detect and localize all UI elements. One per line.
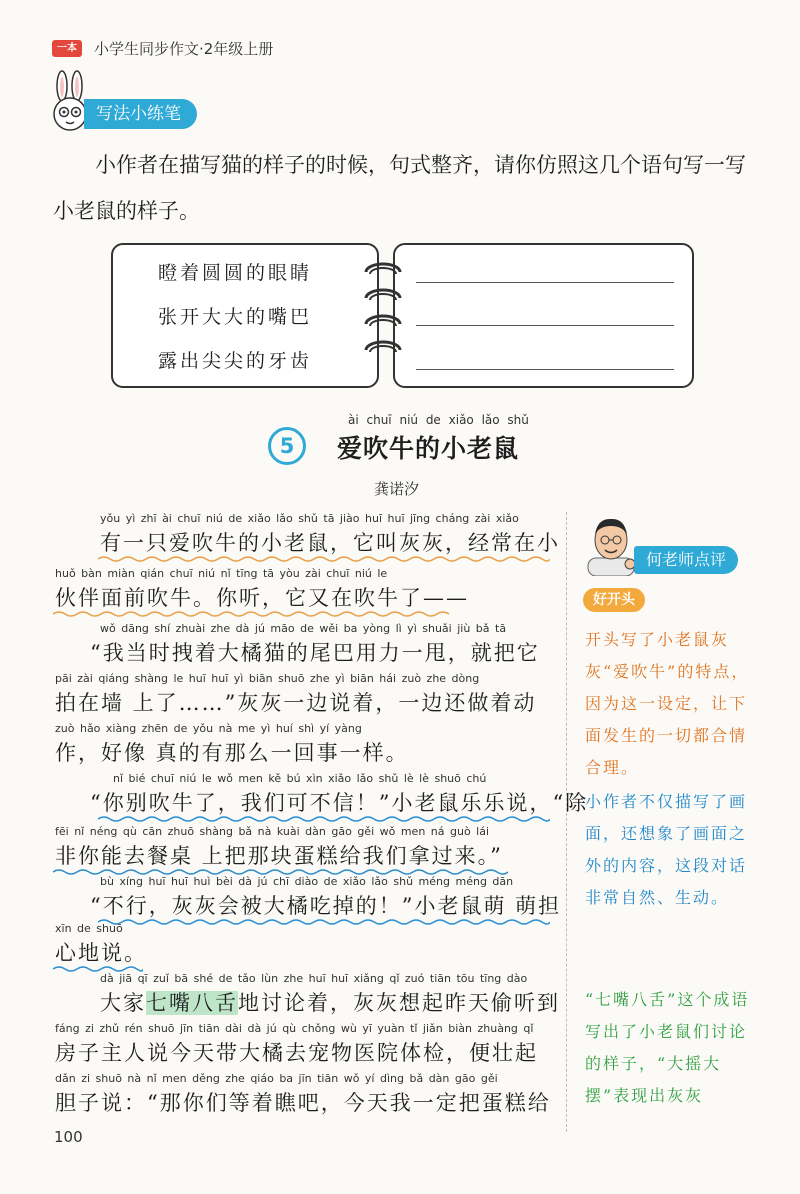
practice-section-label: 写法小练笔 xyxy=(84,99,197,129)
teacher-review-label: 何老师点评 xyxy=(634,546,738,574)
teacher-avatar-icon xyxy=(584,514,638,576)
wavy-underline xyxy=(53,610,453,618)
notebook-ring-icon xyxy=(362,288,404,308)
story-line xyxy=(100,987,560,1017)
story-line: 非你能去餐桌 上把那块蛋糕给我们拿过来。” xyxy=(55,844,503,868)
text-segment: 地讨论着，灰灰想起昨天偷听到 xyxy=(238,991,560,1015)
title-pinyin: ài chuī niú de xiǎo lǎo shǔ xyxy=(348,413,529,427)
good-opening-badge: 好开头 xyxy=(583,588,645,612)
story-number: 5 xyxy=(268,427,306,465)
wavy-underline xyxy=(98,815,550,823)
model-sentence: 瞪着圆圆的眼睛 xyxy=(158,262,313,284)
model-sentence: 张开大大的嘴巴 xyxy=(158,306,313,328)
text-segment: 大家 xyxy=(100,991,146,1015)
pinyin-line: yǒu yì zhī ài chuī niú de xiǎo lǎo shǔ tā jiào huī huī jīng cháng zài xiǎo xyxy=(100,512,519,525)
pinyin-line: fáng zi zhǔ rén shuō jīn tiān dài dà jú qù chǒng wù yī yuàn tǐ jiǎn biàn zhuàng qǐ xyxy=(55,1022,534,1035)
story-line: 有一只爱吹牛的小老鼠，它叫灰灰，经常在小 xyxy=(100,531,560,555)
pinyin-line: pāi zài qiáng shàng le huī huī yì biān shuō zhe yì biān hái zuò zhe dòng xyxy=(55,672,480,685)
series-badge: 一本 xyxy=(52,40,82,57)
notebook-right-page xyxy=(393,243,694,388)
pinyin-line: wǒ dāng shí zhuài zhe dà jú māo de wěi ba yòng lì yì shuǎi jiù bǎ tā xyxy=(100,622,507,635)
story-title: 爱吹牛的小老鼠 xyxy=(337,434,520,463)
model-sentence: 露出尖尖的牙齿 xyxy=(158,350,313,372)
highlighted-idiom: 七嘴八舌 xyxy=(146,991,238,1015)
book-title: 小学生同步作文·2年级上册 xyxy=(94,40,274,58)
notebook-ring-icon xyxy=(362,262,404,282)
story-line: 心地说。 xyxy=(55,941,147,965)
author-name: 龚诺汐 xyxy=(374,480,420,498)
pinyin-line: nǐ bié chuī niú le wǒ men kě bú xìn xiǎo lǎo shǔ lè lè shuō chú xyxy=(113,772,487,785)
pinyin-line: dà jiā qī zuǐ bā shé de tǎo lùn zhe huī huī xiǎng qǐ zuó tiān tōu tīng dào xyxy=(100,972,528,985)
story-line: “我当时拽着大橘猫的尾巴用力一甩，就把它 xyxy=(90,641,540,665)
pinyin-line: fēi nǐ néng qù cān zhuō shàng bǎ nà kuài dàn gāo gěi wǒ men ná guò lái xyxy=(55,825,490,838)
story-line: 房子主人说今天带大橘去宠物医院体检，便壮起 xyxy=(55,1041,538,1065)
story-line: 胆子说：“那你们等着瞧吧，今天我一定把蛋糕给 xyxy=(55,1091,551,1115)
story-line: 拍在墙 上了……”灰灰一边说着，一边还做着动 xyxy=(55,691,537,715)
notebook-ring-icon xyxy=(362,314,404,334)
comment-opening: 开头写了小老鼠灰灰“爱吹牛”的特点，因为这一设定，让下面发生的一切都合情合理。 xyxy=(585,630,750,777)
pinyin-line: dǎn zi shuō nà nǐ men děng zhe qiáo ba jīn tiān wǒ yí dìng bǎ dàn gāo gěi xyxy=(55,1072,498,1085)
pinyin-line: zuò hǎo xiàng zhēn de yǒu nà me yì huí shì yí yàng xyxy=(55,722,362,735)
pinyin-line: bù xíng huī huī huì bèi dà jú chī diào de xiǎo lǎo shǔ méng méng dān xyxy=(100,875,514,888)
story-line: “不行，灰灰会被大橘吃掉的！”小老鼠萌 萌担 xyxy=(90,894,562,918)
wavy-underline xyxy=(98,918,550,926)
page-number: 100 xyxy=(54,1128,83,1146)
wavy-underline xyxy=(98,555,550,563)
story-line: 作，好像 真的有那么一回事一样。 xyxy=(55,741,409,765)
story-line: 伙伴面前吹牛。你听，它又在吹牛了—— xyxy=(55,586,469,610)
writing-line[interactable] xyxy=(416,369,674,370)
writing-line[interactable] xyxy=(416,325,674,326)
writing-line[interactable] xyxy=(416,282,674,283)
story-line: “你别吹牛了，我们可不信！”小老鼠乐乐说，“除 xyxy=(90,791,589,815)
notebook-ring-icon xyxy=(362,340,404,360)
comment-dialogue: 小作者不仅描写了画面，还想象了画面之外的内容，这段对话非常自然、生动。 xyxy=(585,792,748,907)
comment-idiom: “七嘴八舌”这个成语写出了小老鼠们讨论的样子，“大摇大摆”表现出灰灰 xyxy=(585,990,750,1105)
practice-instruction: 小作者在描写猫的样子的时候，句式整齐，请你仿照这几个语句写一写小老鼠的样子。 xyxy=(53,153,746,223)
pinyin-line: xīn de shuō xyxy=(55,922,123,935)
sidebar-divider xyxy=(566,512,567,1132)
pinyin-line: huǒ bàn miàn qián chuī niú nǐ tīng tā yòu zài chuī niú le xyxy=(55,567,388,580)
